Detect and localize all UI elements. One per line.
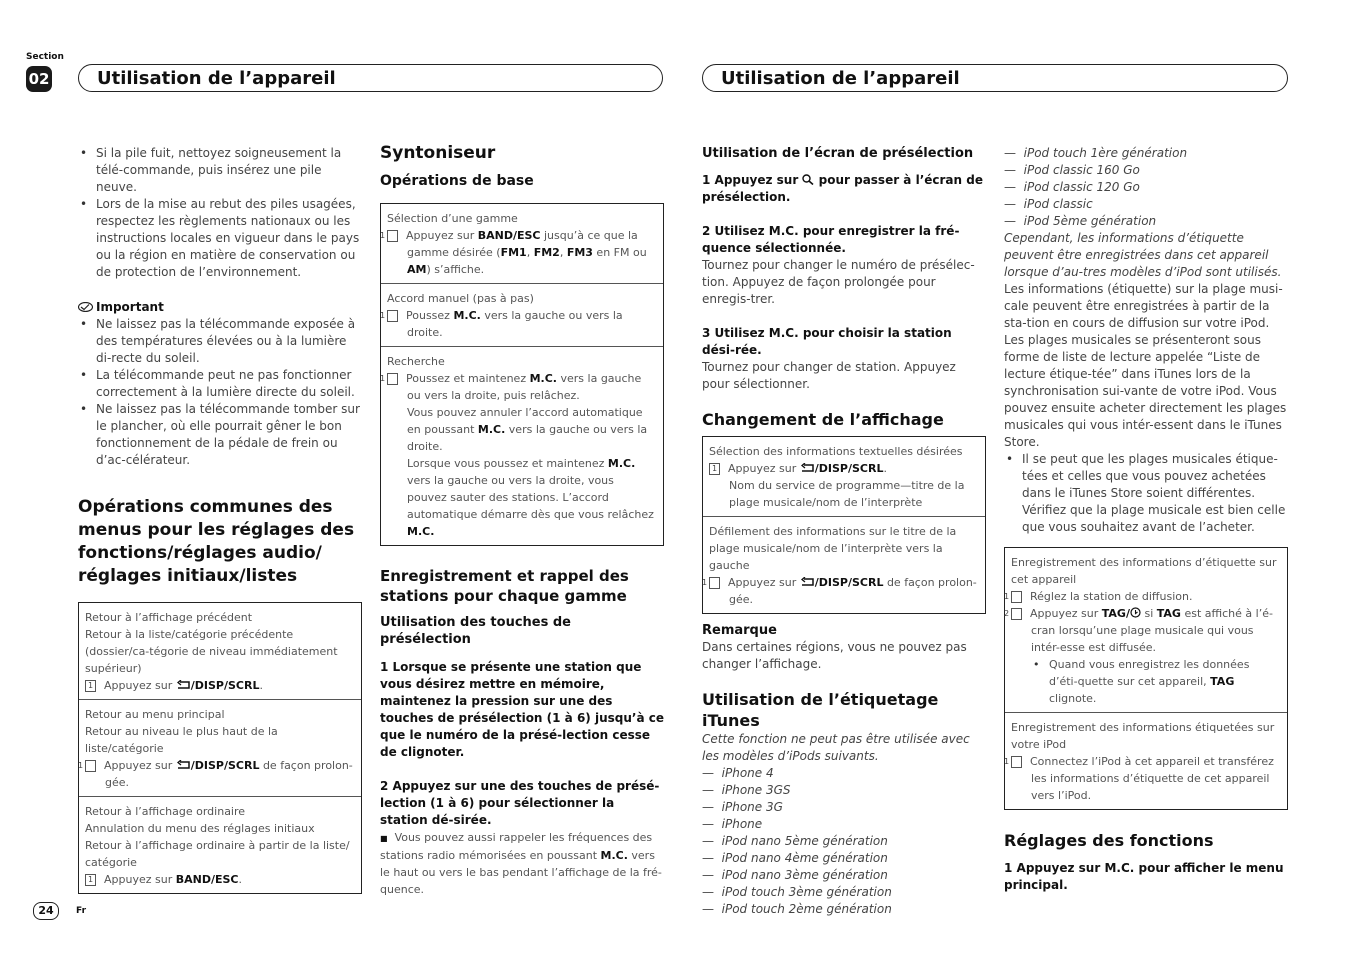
- step-text: Appuyez sur: [104, 759, 176, 772]
- list-item: — iPod classic 160 Go: [1004, 163, 1140, 177]
- remark-text: Dans certaines régions, vous ne pouvez pas changer l’affichage.: [702, 640, 967, 671]
- key-label: /DISP/SCRL: [814, 462, 884, 475]
- list-item: • La télécommande peut ne pas fonctionner correctement à la lumière directe du soleil.: [78, 367, 362, 401]
- key-label: BAND/ESC: [477, 229, 541, 242]
- key-label: /DISP/SCRL: [190, 759, 260, 772]
- important-block: [78, 299, 362, 469]
- step-number-icon: 1: [387, 230, 398, 242]
- list-item: • Ne laissez pas la télécommande exposée à des températures élevées ou à la lumière di-recte du soleil.: [78, 316, 362, 367]
- step-2-text: Tournez pour changer le numéro de présélec-tion. Appuyez de façon prolongée pour enregis-trer.: [702, 258, 975, 306]
- key-label: TAG: [1156, 607, 1181, 620]
- list-item: — iPod nano 4ème génération: [702, 851, 888, 865]
- row-title: Enregistrement des informations étiquetées sur votre iPod: [1011, 721, 1275, 751]
- step-text: Lorsque vous poussez et maintenez: [407, 457, 608, 470]
- step-text: Vous pouvez annuler l’accord automatique en poussant: [407, 406, 643, 436]
- step-text: Quand vous enregistrez les données d’éti-quette sur cet appareil,: [1049, 658, 1250, 688]
- key-label: FM3: [566, 246, 593, 259]
- row-title: Recherche: [387, 355, 445, 368]
- step-text: Appuyez sur: [406, 229, 478, 242]
- note-text: vers le haut ou vers le bas pendant l’affichage de la fré-quence.: [380, 849, 662, 896]
- step-text: ,: [559, 246, 567, 259]
- remark-title: Remarque: [702, 623, 777, 638]
- table-row: [381, 283, 663, 346]
- language-label: Fr: [76, 906, 87, 916]
- key-label: M.C.: [407, 525, 435, 538]
- list-item: • Lors de la mise au rebut des piles usagées, respectez les règlements nationaux ou les instructions locales en vigueur dans le pays ou la région en matière de conservation ou de protection de l’environnement.: [78, 196, 362, 281]
- step-number-icon: 1: [387, 310, 398, 322]
- return-icon: [176, 760, 191, 770]
- preset-subtitle: Utilisation des touches de présélection: [380, 615, 571, 647]
- display-change-heading: Changement de l’affichage: [702, 410, 944, 429]
- list-item: — iPhone 3GS: [702, 783, 791, 797]
- list-item: • Si la pile fuit, nettoyez soigneusement la télé-commande, puis insérez une pile neuve.: [78, 145, 362, 196]
- step-text: vers la gauche ou vers la droite, puis relâchez.: [407, 372, 642, 402]
- step-number-icon: 1: [85, 874, 96, 886]
- list-item: — iPod classic 120 Go: [1004, 180, 1140, 194]
- step-number-icon: 1: [709, 577, 720, 589]
- display-change-table: [702, 436, 986, 614]
- table-row: [703, 516, 985, 613]
- list-item: — iPod nano 3ème génération: [702, 868, 888, 882]
- row-title: Défilement des informations sur le titre de la plage musicale/nom de l’interprète vers la gauche: [709, 525, 957, 572]
- step-text: Poussez: [406, 309, 454, 322]
- list-item: — iPod touch 2ème génération: [702, 902, 892, 916]
- step-text: 1 Appuyez sur: [702, 173, 803, 187]
- itunes-bullet: [1004, 451, 1288, 536]
- list-item: — iPod 5ème génération: [1004, 214, 1157, 228]
- step-text: .: [259, 679, 263, 692]
- step-text: jusqu’à ce que la gamme désirée (: [407, 229, 638, 259]
- list-item: — iPod nano 5ème génération: [702, 834, 888, 848]
- itunes-body: Les informations (étiquette) sur la plage musi-cale peuvent être enregistrées à partir de la sta-tion en cours de diffusion sur votre iPod. Les plages musicales se présenteront sous forme de liste de lecture appelée “Liste de lecture étique-tée” dans iTunes lors de la synchronisation sui-vante de votre iPod. Vous pouvez ensuite acheter directement les plages musicales qui vous intér-essent dans le iTunes Store.: [1004, 282, 1287, 449]
- step-text: Réglez la station de diffusion.: [1030, 590, 1193, 603]
- row-title: Retour à l’affichage précédent: [85, 611, 253, 624]
- excluded-models-list: [702, 765, 986, 918]
- preset-step-2: 2 Appuyez sur une des touches de présé-lection (1 à 6) pour sélectionner la station dé-sirée.: [380, 779, 660, 827]
- function-settings-heading: Réglages des fonctions: [1004, 831, 1214, 850]
- step-text: pour passer à l’écran de présélection.: [702, 173, 983, 204]
- key-label: FM2: [533, 246, 560, 259]
- step-text: clignote.: [1049, 692, 1097, 705]
- table-row: [79, 699, 361, 796]
- page-header-right: Utilisation de l’appareil: [702, 64, 1288, 92]
- row-title: Accord manuel (pas à pas): [387, 292, 534, 305]
- column-1: [78, 145, 362, 894]
- step-text: Connectez l’iPod à cet appareil et transférez les informations d’étiquette de cet appareil vers l’iPod.: [1030, 755, 1274, 802]
- preset-note: [380, 829, 664, 898]
- key-label: FM1: [500, 246, 527, 259]
- tuner-table: [380, 203, 664, 546]
- column-3: [702, 145, 986, 918]
- key-label: M.C.: [453, 309, 481, 322]
- list-item: — iPhone 3G: [702, 800, 783, 814]
- step-text: vers la gauche ou vers la droite, vous pouvez sauter des stations. L’accord automatique démarre dès que vous relâchez: [407, 474, 654, 521]
- preset-screen-step-3: 3 Utilisez M.C. pour choisir la station dési-rée.: [702, 326, 952, 357]
- row-text: Annulation du menu des réglages initiaux: [85, 822, 315, 835]
- list-item: • Ne laissez pas la télécommande tomber sur le plancher, où elle pourrait gêner le bon fonctionnement de la pédale de frein ou d’ac-célérateur.: [78, 401, 362, 469]
- tag-table: [1004, 547, 1288, 810]
- step-text: ,: [526, 246, 534, 259]
- step-text: vers la gauche ou vers la droite.: [407, 423, 648, 453]
- step-text: vers la gauche ou vers la droite.: [407, 309, 623, 339]
- section-number: 02: [26, 66, 52, 92]
- preset-step-1: 1 Lorsque se présente une station que vous désirez mettre en mémoire, maintenez la pression sur une des touches de présélection (1 à 6) jusqu’à ce que le numéro de la présé-lection cesse de clignoter.: [380, 660, 664, 759]
- page-header-left: Utilisation de l’appareil: [78, 64, 663, 92]
- itunes-italic-note: Cependant, les informations d’étiquette peuvent être enregistrées dans cet appareil lorsque d’au-tres modèles d’iPod sont utilisés.: [1004, 231, 1282, 279]
- important-title: Important: [96, 300, 164, 314]
- return-icon: [800, 463, 815, 473]
- row-text: Retour au niveau le plus haut de la liste/catégorie: [85, 725, 278, 755]
- table-row: [381, 204, 663, 283]
- step-text: .: [238, 873, 242, 886]
- tuner-title: Syntoniseur: [380, 143, 496, 163]
- key-label: M.C.: [529, 372, 557, 385]
- step-number-icon: 1: [387, 373, 398, 385]
- table-row: [1005, 548, 1287, 712]
- menu-operations-heading: Opérations communes des menus pour les réglages des fonctions/réglages audio/ réglages initiaux/listes: [78, 497, 355, 586]
- step-number-icon: 1: [85, 760, 96, 772]
- itunes-heading: Utilisation de l’étiquetage iTunes: [702, 690, 939, 730]
- step-number-icon: 1: [1011, 591, 1022, 603]
- list-item: — iPod touch 3ème génération: [702, 885, 892, 899]
- step-text: en FM ou: [592, 246, 647, 259]
- row-text: Retour à l’affichage ordinaire à partir de la liste/ catégorie: [85, 839, 350, 869]
- preset-screen-step-1: [702, 172, 986, 206]
- step-text: Appuyez sur: [1030, 607, 1102, 620]
- step-3-text: Tournez pour changer de station. Appuyez pour sélectionner.: [702, 360, 956, 391]
- row-title: Sélection des informations textuelles désirées: [709, 445, 963, 458]
- list-item: • Il se peut que les plages musicales étique-tées et celles que vous pouvez achetées dans le iTunes Store soient différentes. Vérifiez que la plage musicale est bien celle que vous souhaitez avant de l’acheter.: [1004, 451, 1288, 536]
- return-icon: [800, 577, 815, 587]
- table-row: [703, 437, 985, 516]
- row-text: Nom du service de programme—titre de la plage musicale/nom de l’interprète: [729, 479, 965, 509]
- function-settings-step-1: 1 Appuyez sur M.C. pour afficher le menu principal.: [1004, 861, 1284, 892]
- step-number-icon: 1: [85, 680, 96, 692]
- row-title: Enregistrement des informations d’étiquette sur cet appareil: [1011, 556, 1277, 586]
- table-row: [79, 796, 361, 893]
- list-item: — iPhone 4: [702, 766, 774, 780]
- step-text: est affiché à l’é-cran lorsqu’une plage musicale qui vous intér-esse est diffusée.: [1031, 607, 1273, 654]
- important-icon: [78, 302, 93, 312]
- battery-bullets: [78, 145, 362, 281]
- square-bullet-icon: ■: [380, 834, 388, 843]
- table-row: [79, 603, 361, 699]
- key-label: /: [1125, 607, 1130, 620]
- excluded-models-list-continued: [1004, 145, 1288, 230]
- basic-ops-subtitle: Opérations de base: [380, 173, 534, 189]
- row-text: Retour à la liste/catégorie précédente (dossier/ca-tégorie de niveau immédiatement supérieur): [85, 628, 338, 675]
- step-text: Appuyez sur: [104, 873, 176, 886]
- step-text: Appuyez sur: [728, 576, 800, 589]
- key-label: BAND/ESC: [175, 873, 239, 886]
- key-label: M.C.: [600, 849, 628, 862]
- row-title: Sélection d’une gamme: [387, 212, 518, 225]
- key-label: M.C.: [477, 423, 506, 436]
- step-text: de façon prolon-gée.: [105, 759, 353, 789]
- step-text: ) s’affiche.: [426, 263, 485, 276]
- step-text: Appuyez sur: [728, 462, 800, 475]
- key-label: TAG: [1210, 675, 1235, 688]
- key-label: /DISP/SCRL: [814, 576, 884, 589]
- list-item: — iPod touch 1ère génération: [1004, 146, 1188, 160]
- note-text: Vous pouvez aussi rappeler les fréquences des stations radio mémorisées en poussant: [380, 831, 653, 862]
- preset-screen-step-2: 2 Utilisez M.C. pour enregistrer la fré-quence sélectionnée.: [702, 224, 960, 255]
- step-text: si: [1140, 607, 1157, 620]
- row-title: Retour à l’affichage ordinaire: [85, 805, 246, 818]
- step-number-icon: 1: [1011, 756, 1022, 768]
- list-item: [1031, 656, 1281, 707]
- search-icon: [802, 174, 814, 185]
- step-text: Poussez et maintenez: [406, 372, 530, 385]
- key-label: AM: [407, 263, 427, 276]
- tag-button-icon: [1130, 607, 1141, 618]
- return-icon: [176, 680, 191, 690]
- itunes-intro: Cette fonction ne peut pas être utilisée avec les modèles d’iPods suivants.: [702, 732, 970, 763]
- page-number: 24: [33, 902, 59, 920]
- column-4: [1004, 145, 1288, 894]
- key-label: /DISP/SCRL: [190, 679, 260, 692]
- key-label: TAG: [1101, 607, 1126, 620]
- step-number-icon: 2: [1011, 608, 1022, 620]
- step-text: de façon prolon-gée.: [729, 576, 977, 606]
- list-item: — iPod classic: [1004, 197, 1093, 211]
- preset-screen-subtitle: Utilisation de l’écran de présélection: [702, 146, 974, 161]
- step-text: Appuyez sur: [104, 679, 176, 692]
- step-text: .: [883, 462, 887, 475]
- menu-operations-table: [78, 602, 362, 894]
- table-row: [381, 346, 663, 545]
- table-row: [1005, 712, 1287, 809]
- section-label: Section: [26, 52, 64, 62]
- column-2: [380, 143, 664, 898]
- step-number-icon: 1: [709, 463, 720, 475]
- preset-heading: Enregistrement et rappel des stations pour chaque gamme: [380, 567, 629, 605]
- row-title: Retour au menu principal: [85, 708, 225, 721]
- key-label: M.C.: [607, 457, 636, 470]
- list-item: — iPhone: [702, 817, 763, 831]
